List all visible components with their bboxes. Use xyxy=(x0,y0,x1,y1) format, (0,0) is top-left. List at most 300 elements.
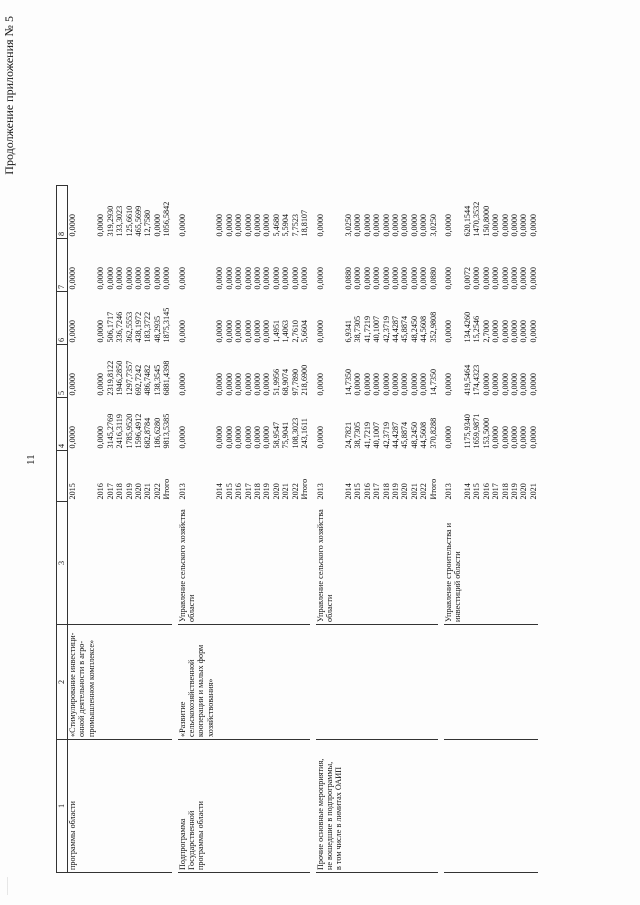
amount-cell: 0,0000 xyxy=(234,213,244,237)
amount-cell: 0,0000 xyxy=(177,319,187,343)
empty-cell xyxy=(106,625,115,740)
amount-cell: 41,7219 xyxy=(362,315,372,343)
amount-cell: 0,0000 xyxy=(491,372,501,396)
amount-cell: 48,2450 xyxy=(409,421,419,449)
table-row xyxy=(510,186,519,873)
amount-cell: 1297,7357 xyxy=(124,360,134,396)
table-row xyxy=(244,186,253,873)
amount-cell: 0,0000 xyxy=(177,425,187,449)
year-cell: 2019 xyxy=(124,483,134,500)
amount-cell: 0,0000 xyxy=(243,266,253,290)
year-cell: 2019 xyxy=(509,483,519,500)
empty-cell xyxy=(363,502,372,625)
empty-cell xyxy=(363,625,372,740)
empty-cell xyxy=(244,740,253,873)
amount-cell: 44,5608 xyxy=(419,421,429,449)
empty-cell xyxy=(529,502,538,625)
empty-cell xyxy=(519,625,528,740)
table-row xyxy=(444,186,463,873)
amount-cell: 14,7350 xyxy=(343,368,353,396)
amount-cell: 0,0000 xyxy=(253,425,263,449)
year-cell: Итого xyxy=(300,478,310,500)
amount-cell: 0,0000 xyxy=(362,213,372,237)
amount-cell: 68,9074 xyxy=(281,368,291,396)
amount-cell: 0,0000 xyxy=(96,266,106,290)
amount-cell: 44,5608 xyxy=(419,315,429,343)
empty-cell xyxy=(463,625,472,740)
empty-cell xyxy=(215,740,224,873)
empty-cell xyxy=(519,502,528,625)
empty-cell xyxy=(410,740,419,873)
amount-cell: 134,4260 xyxy=(462,311,472,343)
amount-cell: 15,2546 xyxy=(472,315,482,343)
amount-cell: 0,0000 xyxy=(300,266,310,290)
amount-cell: 0,0000 xyxy=(224,425,234,449)
executor-cell: Управление сельского хозяйства области xyxy=(177,509,197,622)
amount-cell: 38,7305 xyxy=(353,315,363,343)
subprogram-title-cell: «Развитие сельскохозяйственной кооперации и малых форм хозяйствования» xyxy=(178,625,216,740)
empty-cell xyxy=(538,186,544,239)
amount-cell: 6,9341 xyxy=(343,319,353,343)
amount-cell: 0,0000 xyxy=(234,319,244,343)
amount-cell: 2,7000 xyxy=(481,319,491,343)
executor-cell: Управление сельского хозяйства области xyxy=(315,509,334,622)
empty-cell xyxy=(501,740,510,873)
subprogram-title-cell: «Стимулирование инвестици- онной деятельности в агро- промышленном комплексе» xyxy=(68,625,97,740)
amount-cell: 438,1972 xyxy=(133,311,143,343)
empty-cell xyxy=(391,625,400,740)
table-row xyxy=(253,186,262,873)
amount-cell: 0,0000 xyxy=(353,266,363,290)
amount-cell: 138,3545 xyxy=(152,364,162,396)
year-cell: Итого xyxy=(428,478,438,500)
empty-cell xyxy=(400,502,409,625)
amount-cell: 41,7219 xyxy=(362,421,372,449)
table-row xyxy=(225,186,234,873)
table-row xyxy=(178,186,216,873)
amount-cell: 0,0000 xyxy=(491,319,501,343)
amount-cell: 42,3719 xyxy=(381,421,391,449)
amount-cell: 0,0000 xyxy=(500,319,510,343)
amount-cell: 0,0000 xyxy=(271,266,281,290)
year-cell: 2020 xyxy=(400,483,410,500)
amount-cell: 97,7890 xyxy=(290,368,300,396)
amount-cell: 218,6900 xyxy=(300,364,310,396)
empty-cell xyxy=(253,502,262,625)
empty-cell xyxy=(262,740,271,873)
amount-cell: 0,0000 xyxy=(528,319,538,343)
amount-cell: 0,0000 xyxy=(528,372,538,396)
empty-cell xyxy=(272,625,281,740)
amount-cell: 0,0000 xyxy=(243,213,253,237)
table-row xyxy=(262,186,271,873)
table-row xyxy=(215,186,224,873)
amount-cell: 0,0000 xyxy=(234,425,244,449)
amount-cell: 0,0000 xyxy=(409,372,419,396)
empty-cell xyxy=(344,502,353,625)
empty-cell xyxy=(538,345,544,398)
empty-cell xyxy=(125,625,134,740)
amount-cell: 1,4063 xyxy=(281,319,291,343)
empty-cell xyxy=(215,625,224,740)
year-cell: 2021 xyxy=(409,483,419,500)
empty-cell xyxy=(125,740,134,873)
year-cell: 2018 xyxy=(381,483,391,500)
amount-cell: 0,0000 xyxy=(262,213,272,237)
amount-cell: 0,0000 xyxy=(281,266,291,290)
year-cell: 2017 xyxy=(243,483,253,500)
empty-cell xyxy=(482,625,491,740)
year-cell: 2017 xyxy=(372,483,382,500)
empty-cell xyxy=(281,625,290,740)
amount-cell: 0,0000 xyxy=(224,372,234,396)
amount-cell: 0,0000 xyxy=(500,266,510,290)
table-row xyxy=(316,186,344,873)
empty-cell xyxy=(143,502,152,625)
amount-cell: 0,0000 xyxy=(152,213,162,237)
amount-cell: 0,0000 xyxy=(290,266,300,290)
amount-cell: 0,0880 xyxy=(428,266,438,290)
year-cell: 2018 xyxy=(253,483,263,500)
column-header xyxy=(57,451,68,502)
column-header: 7 xyxy=(57,239,68,292)
amount-cell: 3145,2769 xyxy=(105,413,115,449)
amount-cell: 0,0000 xyxy=(253,213,263,237)
amount-cell: 2,7610 xyxy=(290,319,300,343)
amount-cell: 1659,9871 xyxy=(472,413,482,449)
subprogram-title-cell xyxy=(444,625,463,740)
amount-cell: 3,0250 xyxy=(343,213,353,237)
empty-cell xyxy=(419,740,428,873)
year-cell: 2014 xyxy=(343,483,353,500)
column-header: 4 xyxy=(57,398,68,451)
year-cell: 2016 xyxy=(96,483,106,500)
empty-cell xyxy=(96,740,105,873)
amount-cell: 0,0000 xyxy=(96,425,106,449)
empty-cell xyxy=(162,502,171,625)
amount-cell: 0,0000 xyxy=(362,266,372,290)
amount-cell: 133,3023 xyxy=(115,205,125,237)
amount-cell: 51,9956 xyxy=(271,368,281,396)
amount-cell: 0,0000 xyxy=(315,213,325,237)
empty-cell xyxy=(353,502,362,625)
amount-cell: 0,0000 xyxy=(215,425,225,449)
empty-cell xyxy=(125,502,134,625)
empty-cell xyxy=(463,740,472,873)
amount-cell: 0,0000 xyxy=(528,425,538,449)
empty-cell xyxy=(244,502,253,625)
amount-cell: 125,6610 xyxy=(124,205,134,237)
amount-cell: 0,0000 xyxy=(419,213,429,237)
year-cell: 2018 xyxy=(115,483,125,500)
table-row xyxy=(382,186,391,873)
amount-cell: 0,0000 xyxy=(177,372,187,396)
amount-cell: 336,7246 xyxy=(115,311,125,343)
empty-cell xyxy=(106,740,115,873)
amount-cell: 465,5699 xyxy=(133,205,143,237)
amount-cell: 243,1611 xyxy=(300,418,310,449)
amount-cell: 0,0000 xyxy=(124,266,134,290)
table-row xyxy=(106,186,115,873)
empty-cell xyxy=(510,502,519,625)
amount-cell: 0,0000 xyxy=(372,372,382,396)
amount-cell: 58,9547 xyxy=(271,421,281,449)
empty-cell xyxy=(115,625,124,740)
amount-cell: 0,0000 xyxy=(243,425,253,449)
amount-cell: 44,4287 xyxy=(390,421,400,449)
table-row xyxy=(281,186,290,873)
empty-cell xyxy=(538,292,544,345)
amount-cell: 40,1007 xyxy=(372,315,382,343)
table-row xyxy=(353,186,362,873)
amount-cell: 174,4323 xyxy=(472,364,482,396)
empty-cell xyxy=(143,740,152,873)
amount-cell: 14,7350 xyxy=(428,368,438,396)
amount-cell: 0,0000 xyxy=(253,266,263,290)
amount-cell: 0,0000 xyxy=(509,372,519,396)
amount-cell: 0,0000 xyxy=(528,213,538,237)
empty-cell xyxy=(419,502,428,625)
amount-cell: 0,0000 xyxy=(519,319,529,343)
amount-cell: 0,0000 xyxy=(400,372,410,396)
amount-cell: 0,0000 xyxy=(143,266,153,290)
amount-cell: 0,0000 xyxy=(253,319,263,343)
table-row xyxy=(463,186,472,873)
amount-cell: 0,0000 xyxy=(215,266,225,290)
table-row xyxy=(491,186,500,873)
empty-cell xyxy=(344,740,353,873)
year-cell: 2016 xyxy=(481,483,491,500)
column-header: 3 xyxy=(57,502,68,625)
empty-cell xyxy=(281,502,290,625)
empty-cell xyxy=(234,625,243,740)
amount-cell: 0,0000 xyxy=(215,319,225,343)
table-row xyxy=(234,186,243,873)
executor-cell xyxy=(68,502,97,625)
amount-cell: 370,8288 xyxy=(428,417,438,449)
amount-cell: 0,0000 xyxy=(519,372,529,396)
table-row xyxy=(400,186,409,873)
amount-cell: 0,0000 xyxy=(224,266,234,290)
amount-cell: 0,0000 xyxy=(444,266,454,290)
year-cell: 2021 xyxy=(143,483,153,500)
column-header: 1 xyxy=(57,740,68,873)
budget-table xyxy=(56,185,544,873)
year-cell: 2014 xyxy=(215,483,225,500)
empty-cell xyxy=(491,740,500,873)
empty-cell xyxy=(272,740,281,873)
amount-cell: 150,8000 xyxy=(481,205,491,237)
amount-cell: 682,8784 xyxy=(143,417,153,449)
amount-cell: 48,2450 xyxy=(409,315,419,343)
column-number-row xyxy=(57,186,68,873)
amount-cell: 0,0000 xyxy=(315,319,325,343)
empty-cell xyxy=(291,502,300,625)
amount-cell: 0,0000 xyxy=(353,372,363,396)
empty-cell xyxy=(429,625,438,740)
amount-cell: 0,0000 xyxy=(519,266,529,290)
empty-cell xyxy=(429,502,438,625)
table-row xyxy=(300,186,309,873)
amount-cell: 0,0000 xyxy=(419,266,429,290)
column-header: 2 xyxy=(57,625,68,740)
empty-cell xyxy=(410,502,419,625)
amount-cell: 0,0000 xyxy=(400,213,410,237)
empty-cell xyxy=(162,625,171,740)
table-row xyxy=(410,186,419,873)
year-cell: 2022 xyxy=(152,483,162,500)
amount-cell: 0,0000 xyxy=(152,266,162,290)
amount-cell: 0,0000 xyxy=(262,319,272,343)
empty-cell xyxy=(419,625,428,740)
empty-cell xyxy=(143,625,152,740)
year-cell: 2019 xyxy=(262,483,272,500)
amount-cell: 0,0000 xyxy=(262,425,272,449)
amount-cell: 0,0000 xyxy=(162,266,172,290)
amount-cell: 3,0250 xyxy=(428,213,438,237)
amount-cell: 0,0000 xyxy=(96,213,106,237)
empty-cell xyxy=(538,625,544,740)
amount-cell: 186,6280 xyxy=(152,417,162,449)
empty-cell xyxy=(529,625,538,740)
amount-cell: 0,0000 xyxy=(519,213,529,237)
year-cell: 2013 xyxy=(315,483,325,500)
amount-cell: 0,0000 xyxy=(315,372,325,396)
table-row xyxy=(429,186,438,873)
amount-cell: 5,6604 xyxy=(300,319,310,343)
amount-cell: 0,0000 xyxy=(409,213,419,237)
amount-cell: 0,0072 xyxy=(462,266,472,290)
amount-cell: 0,0000 xyxy=(315,425,325,449)
amount-cell: 0,0000 xyxy=(509,213,519,237)
amount-cell: 0,0000 xyxy=(372,213,382,237)
amount-cell: 5,5904 xyxy=(281,213,291,237)
table-row xyxy=(529,186,538,873)
empty-cell xyxy=(482,740,491,873)
amount-cell: 0,0000 xyxy=(253,372,263,396)
year-cell: 2021 xyxy=(281,483,291,500)
amount-cell: 0,0000 xyxy=(105,266,115,290)
amount-cell: 0,0000 xyxy=(372,266,382,290)
amount-cell: 42,3719 xyxy=(381,315,391,343)
year-cell: 2015 xyxy=(68,483,77,500)
year-cell: 2022 xyxy=(419,483,429,500)
column-header: 5 xyxy=(57,345,68,398)
year-cell: 2017 xyxy=(105,483,115,500)
empty-cell xyxy=(382,502,391,625)
empty-cell xyxy=(538,502,544,625)
amount-cell: 0,0000 xyxy=(262,372,272,396)
amount-cell: 352,9808 xyxy=(428,311,438,343)
amount-cell: 0,0000 xyxy=(381,372,391,396)
empty-cell xyxy=(134,502,143,625)
amount-cell: 0,0000 xyxy=(500,213,510,237)
empty-cell xyxy=(363,740,372,873)
empty-cell xyxy=(115,740,124,873)
empty-cell xyxy=(372,502,381,625)
empty-cell xyxy=(372,625,381,740)
year-cell: 2021 xyxy=(528,483,538,500)
empty-cell xyxy=(491,625,500,740)
table-row xyxy=(519,186,528,873)
empty-cell xyxy=(272,502,281,625)
amount-cell: 0,0000 xyxy=(68,213,77,237)
empty-cell xyxy=(391,502,400,625)
amount-cell: 0,0000 xyxy=(519,425,529,449)
empty-cell xyxy=(262,625,271,740)
amount-cell: 0,0000 xyxy=(224,213,234,237)
column-header: 6 xyxy=(57,292,68,345)
empty-cell xyxy=(215,502,224,625)
amount-cell: 1875,3145 xyxy=(162,307,172,343)
empty-cell xyxy=(482,502,491,625)
amount-cell: 0,0880 xyxy=(343,266,353,290)
empty-cell xyxy=(253,625,262,740)
appendix-continuation: Продолжение приложения № 5 xyxy=(2,16,16,175)
amount-cell: 0,0000 xyxy=(381,266,391,290)
amount-cell: 0,0000 xyxy=(472,266,482,290)
year-cell: 2013 xyxy=(177,483,187,500)
empty-cell xyxy=(291,740,300,873)
table-row xyxy=(96,186,105,873)
empty-cell xyxy=(344,625,353,740)
year-cell: 2018 xyxy=(500,483,510,500)
year-cell: 2020 xyxy=(519,483,529,500)
amount-cell: 108,3023 xyxy=(290,417,300,449)
amount-cell: 0,0000 xyxy=(243,372,253,396)
amount-cell: 75,9041 xyxy=(281,421,291,449)
spacer-row xyxy=(538,186,544,873)
amount-cell: 0,0000 xyxy=(215,213,225,237)
empty-cell xyxy=(510,740,519,873)
empty-cell xyxy=(300,625,309,740)
empty-cell xyxy=(501,502,510,625)
empty-cell xyxy=(134,625,143,740)
table-row xyxy=(134,186,143,873)
program-name-cell: Прочие основные мероприятия, не вошедшие в подпрограммы, в том числе в лимитах ОАИП xyxy=(316,740,344,873)
amount-cell: 0,0000 xyxy=(68,319,77,343)
empty-cell xyxy=(538,740,544,873)
amount-cell: 0,0000 xyxy=(68,425,77,449)
empty-cell xyxy=(410,625,419,740)
amount-cell: 0,0000 xyxy=(96,372,106,396)
empty-cell xyxy=(96,625,105,740)
amount-cell: 0,0000 xyxy=(353,213,363,237)
table-row xyxy=(153,186,162,873)
amount-cell: 0,0000 xyxy=(491,266,501,290)
amount-cell: 2319,8122 xyxy=(105,360,115,396)
amount-cell: 1,4951 xyxy=(271,319,281,343)
empty-cell xyxy=(281,740,290,873)
year-cell: 2017 xyxy=(491,483,501,500)
program-name-cell: Подпрограмма Государственной программы области xyxy=(178,740,216,873)
year-cell: 2022 xyxy=(290,483,300,500)
amount-cell: 0,0000 xyxy=(262,266,272,290)
amount-cell: 0,0000 xyxy=(509,425,519,449)
year-cell: 2016 xyxy=(234,483,244,500)
empty-cell xyxy=(538,398,544,451)
empty-cell xyxy=(225,625,234,740)
amount-cell: 1470,3532 xyxy=(472,201,482,237)
table-row xyxy=(162,186,171,873)
amount-cell: 0,0000 xyxy=(409,266,419,290)
empty-cell xyxy=(538,451,544,502)
amount-cell: 0,0000 xyxy=(243,319,253,343)
amount-cell: 0,0000 xyxy=(509,319,519,343)
amount-cell: 45,8874 xyxy=(400,315,410,343)
empty-cell xyxy=(115,502,124,625)
year-cell: 2015 xyxy=(472,483,482,500)
